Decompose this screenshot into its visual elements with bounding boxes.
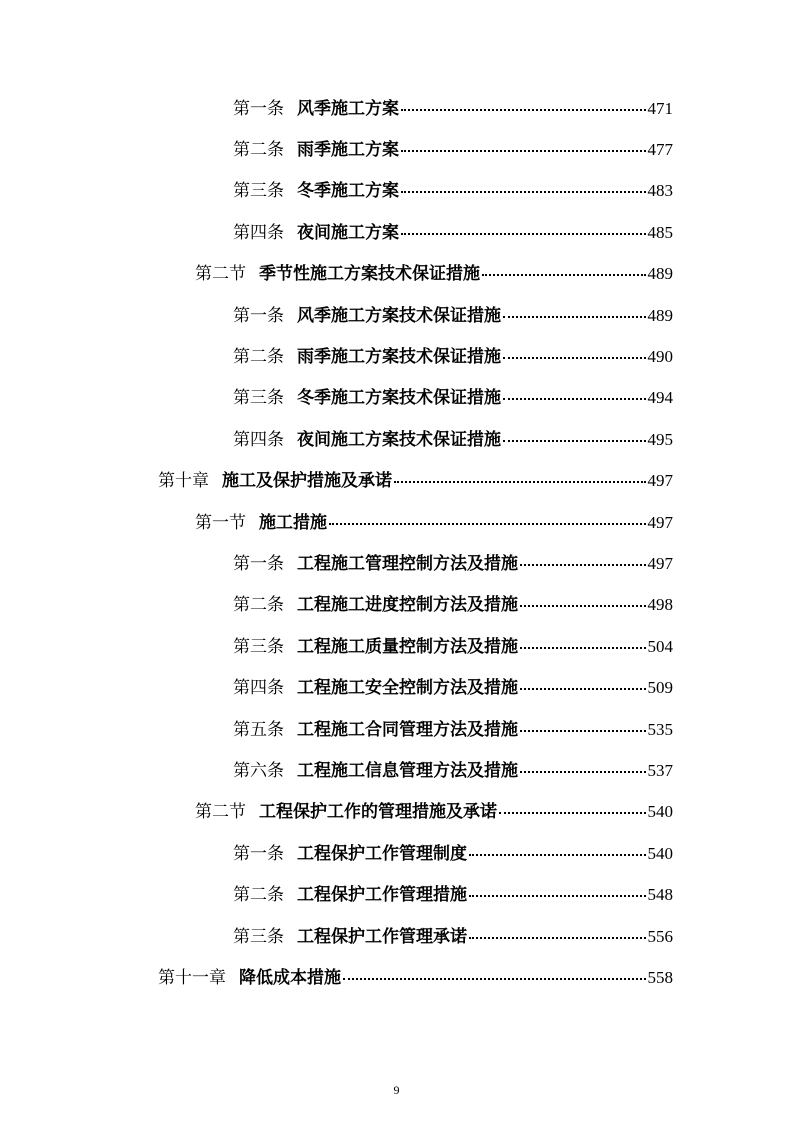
toc-dot-leader [520,730,646,732]
toc-entry-number: 第十一章 [158,967,226,988]
toc-entry-page: 477 [647,140,673,160]
toc-dot-leader [503,398,646,400]
toc-entry-title: 夜间施工方案 [297,222,399,243]
toc-entry-number: 第二条 [233,595,284,616]
toc-entry[interactable] [0,874,793,915]
toc-entry-title: 冬季施工方案技术保证措施 [297,388,501,409]
toc-dot-leader [401,150,646,152]
toc-entry[interactable] [0,378,793,419]
toc-entry-page: 498 [647,595,673,615]
toc-entry-number: 第一条 [233,98,284,119]
toc-dot-leader [469,854,646,856]
toc-entry-page: 497 [647,553,673,573]
toc-entry-number: 第三条 [233,636,284,657]
toc-entry-page: 471 [647,98,673,118]
toc-entry-title: 工程施工管理控制方法及措施 [297,553,518,574]
toc-entry-title: 施工措施 [259,512,327,533]
toc-entry-title: 季节性施工方案技术保证措施 [259,264,480,285]
toc-dot-leader [401,109,646,111]
toc-entry-title: 工程施工信息管理方法及措施 [297,760,518,781]
toc-entry-page: 494 [647,388,673,408]
toc-entry-number: 第四条 [233,429,284,450]
toc-entry[interactable] [0,543,793,584]
toc-entry[interactable] [0,502,793,543]
toc-entry-number: 第三条 [233,388,284,409]
toc-entry-title: 风季施工方案 [297,98,399,119]
table-of-contents [0,88,793,999]
toc-entry[interactable] [0,212,793,253]
toc-entry-number: 第一条 [233,553,284,574]
toc-entry[interactable] [0,461,793,502]
toc-entry-title: 工程保护工作的管理措施及承诺 [259,802,497,823]
toc-entry-page: 537 [647,760,673,780]
toc-entry-page: 540 [647,843,673,863]
toc-entry[interactable] [0,957,793,998]
toc-entry[interactable] [0,295,793,336]
page-number: 9 [393,1083,400,1097]
toc-entry-page: 509 [647,678,673,698]
toc-entry-number: 第二条 [233,347,284,368]
toc-entry-number: 第一条 [233,305,284,326]
toc-dot-leader [401,191,646,193]
toc-entry-page: 489 [647,305,673,325]
toc-entry[interactable] [0,709,793,750]
toc-entry[interactable] [0,254,793,295]
toc-entry-page: 556 [647,926,673,946]
toc-entry-title: 夜间施工方案技术保证措施 [297,429,501,450]
toc-entry-title: 风季施工方案技术保证措施 [297,305,501,326]
toc-entry[interactable] [0,916,793,957]
toc-entry-number: 第二条 [233,140,284,161]
toc-entry-page: 495 [647,429,673,449]
toc-dot-leader [503,357,646,359]
toc-entry-page: 489 [647,264,673,284]
toc-entry-number: 第二节 [195,264,246,285]
toc-entry[interactable] [0,833,793,874]
toc-entry-number: 第二节 [195,802,246,823]
toc-entry-page: 485 [647,222,673,242]
toc-entry-number: 第四条 [233,222,284,243]
toc-entry-number: 第十章 [158,471,209,492]
toc-entry-number: 第三条 [233,926,284,947]
toc-entry[interactable] [0,171,793,212]
toc-entry[interactable] [0,336,793,377]
toc-entry-title: 降低成本措施 [239,967,341,988]
toc-entry-title: 雨季施工方案 [297,140,399,161]
toc-dot-leader [394,481,646,483]
toc-entry-number: 第一条 [233,843,284,864]
toc-dot-leader [343,978,646,980]
toc-dot-leader [520,605,646,607]
toc-entry-page: 558 [647,967,673,987]
toc-dot-leader [520,647,646,649]
toc-entry-number: 第三条 [233,181,284,202]
toc-entry-page: 497 [647,471,673,491]
toc-dot-leader [520,771,646,773]
toc-dot-leader [469,895,646,897]
toc-dot-leader [401,233,646,235]
toc-dot-leader [503,316,646,318]
toc-dot-leader [469,937,646,939]
toc-entry[interactable] [0,792,793,833]
toc-dot-leader [520,564,646,566]
toc-entry-page: 540 [647,802,673,822]
toc-dot-leader [329,523,646,525]
toc-entry-title: 施工及保护措施及承诺 [222,471,392,492]
toc-entry-number: 第二条 [233,885,284,906]
toc-entry-title: 工程施工质量控制方法及措施 [297,636,518,657]
toc-dot-leader [499,812,646,814]
toc-dot-leader [503,440,646,442]
toc-entry-page: 490 [647,347,673,367]
toc-entry-title: 冬季施工方案 [297,181,399,202]
toc-entry-page: 483 [647,181,673,201]
toc-entry[interactable] [0,585,793,626]
toc-entry-page: 504 [647,636,673,656]
toc-entry-number: 第五条 [233,719,284,740]
toc-entry-title: 工程施工进度控制方法及措施 [297,595,518,616]
toc-entry[interactable] [0,667,793,708]
toc-entry-title: 工程保护工作管理措施 [297,885,467,906]
toc-entry-number: 第六条 [233,760,284,781]
toc-entry-title: 工程保护工作管理承诺 [297,926,467,947]
toc-entry-title: 雨季施工方案技术保证措施 [297,347,501,368]
toc-entry[interactable] [0,129,793,170]
toc-entry[interactable] [0,626,793,667]
toc-dot-leader [482,274,646,276]
toc-entry-number: 第四条 [233,678,284,699]
toc-entry-page: 497 [647,512,673,532]
toc-entry-title: 工程施工安全控制方法及措施 [297,678,518,699]
toc-entry-title: 工程保护工作管理制度 [297,843,467,864]
toc-entry-title: 工程施工合同管理方法及措施 [297,719,518,740]
toc-entry-page: 535 [647,719,673,739]
toc-entry-page: 548 [647,885,673,905]
toc-entry[interactable] [0,419,793,460]
toc-entry-number: 第一节 [195,512,246,533]
toc-dot-leader [520,688,646,690]
toc-entry[interactable] [0,88,793,129]
toc-entry[interactable] [0,750,793,791]
